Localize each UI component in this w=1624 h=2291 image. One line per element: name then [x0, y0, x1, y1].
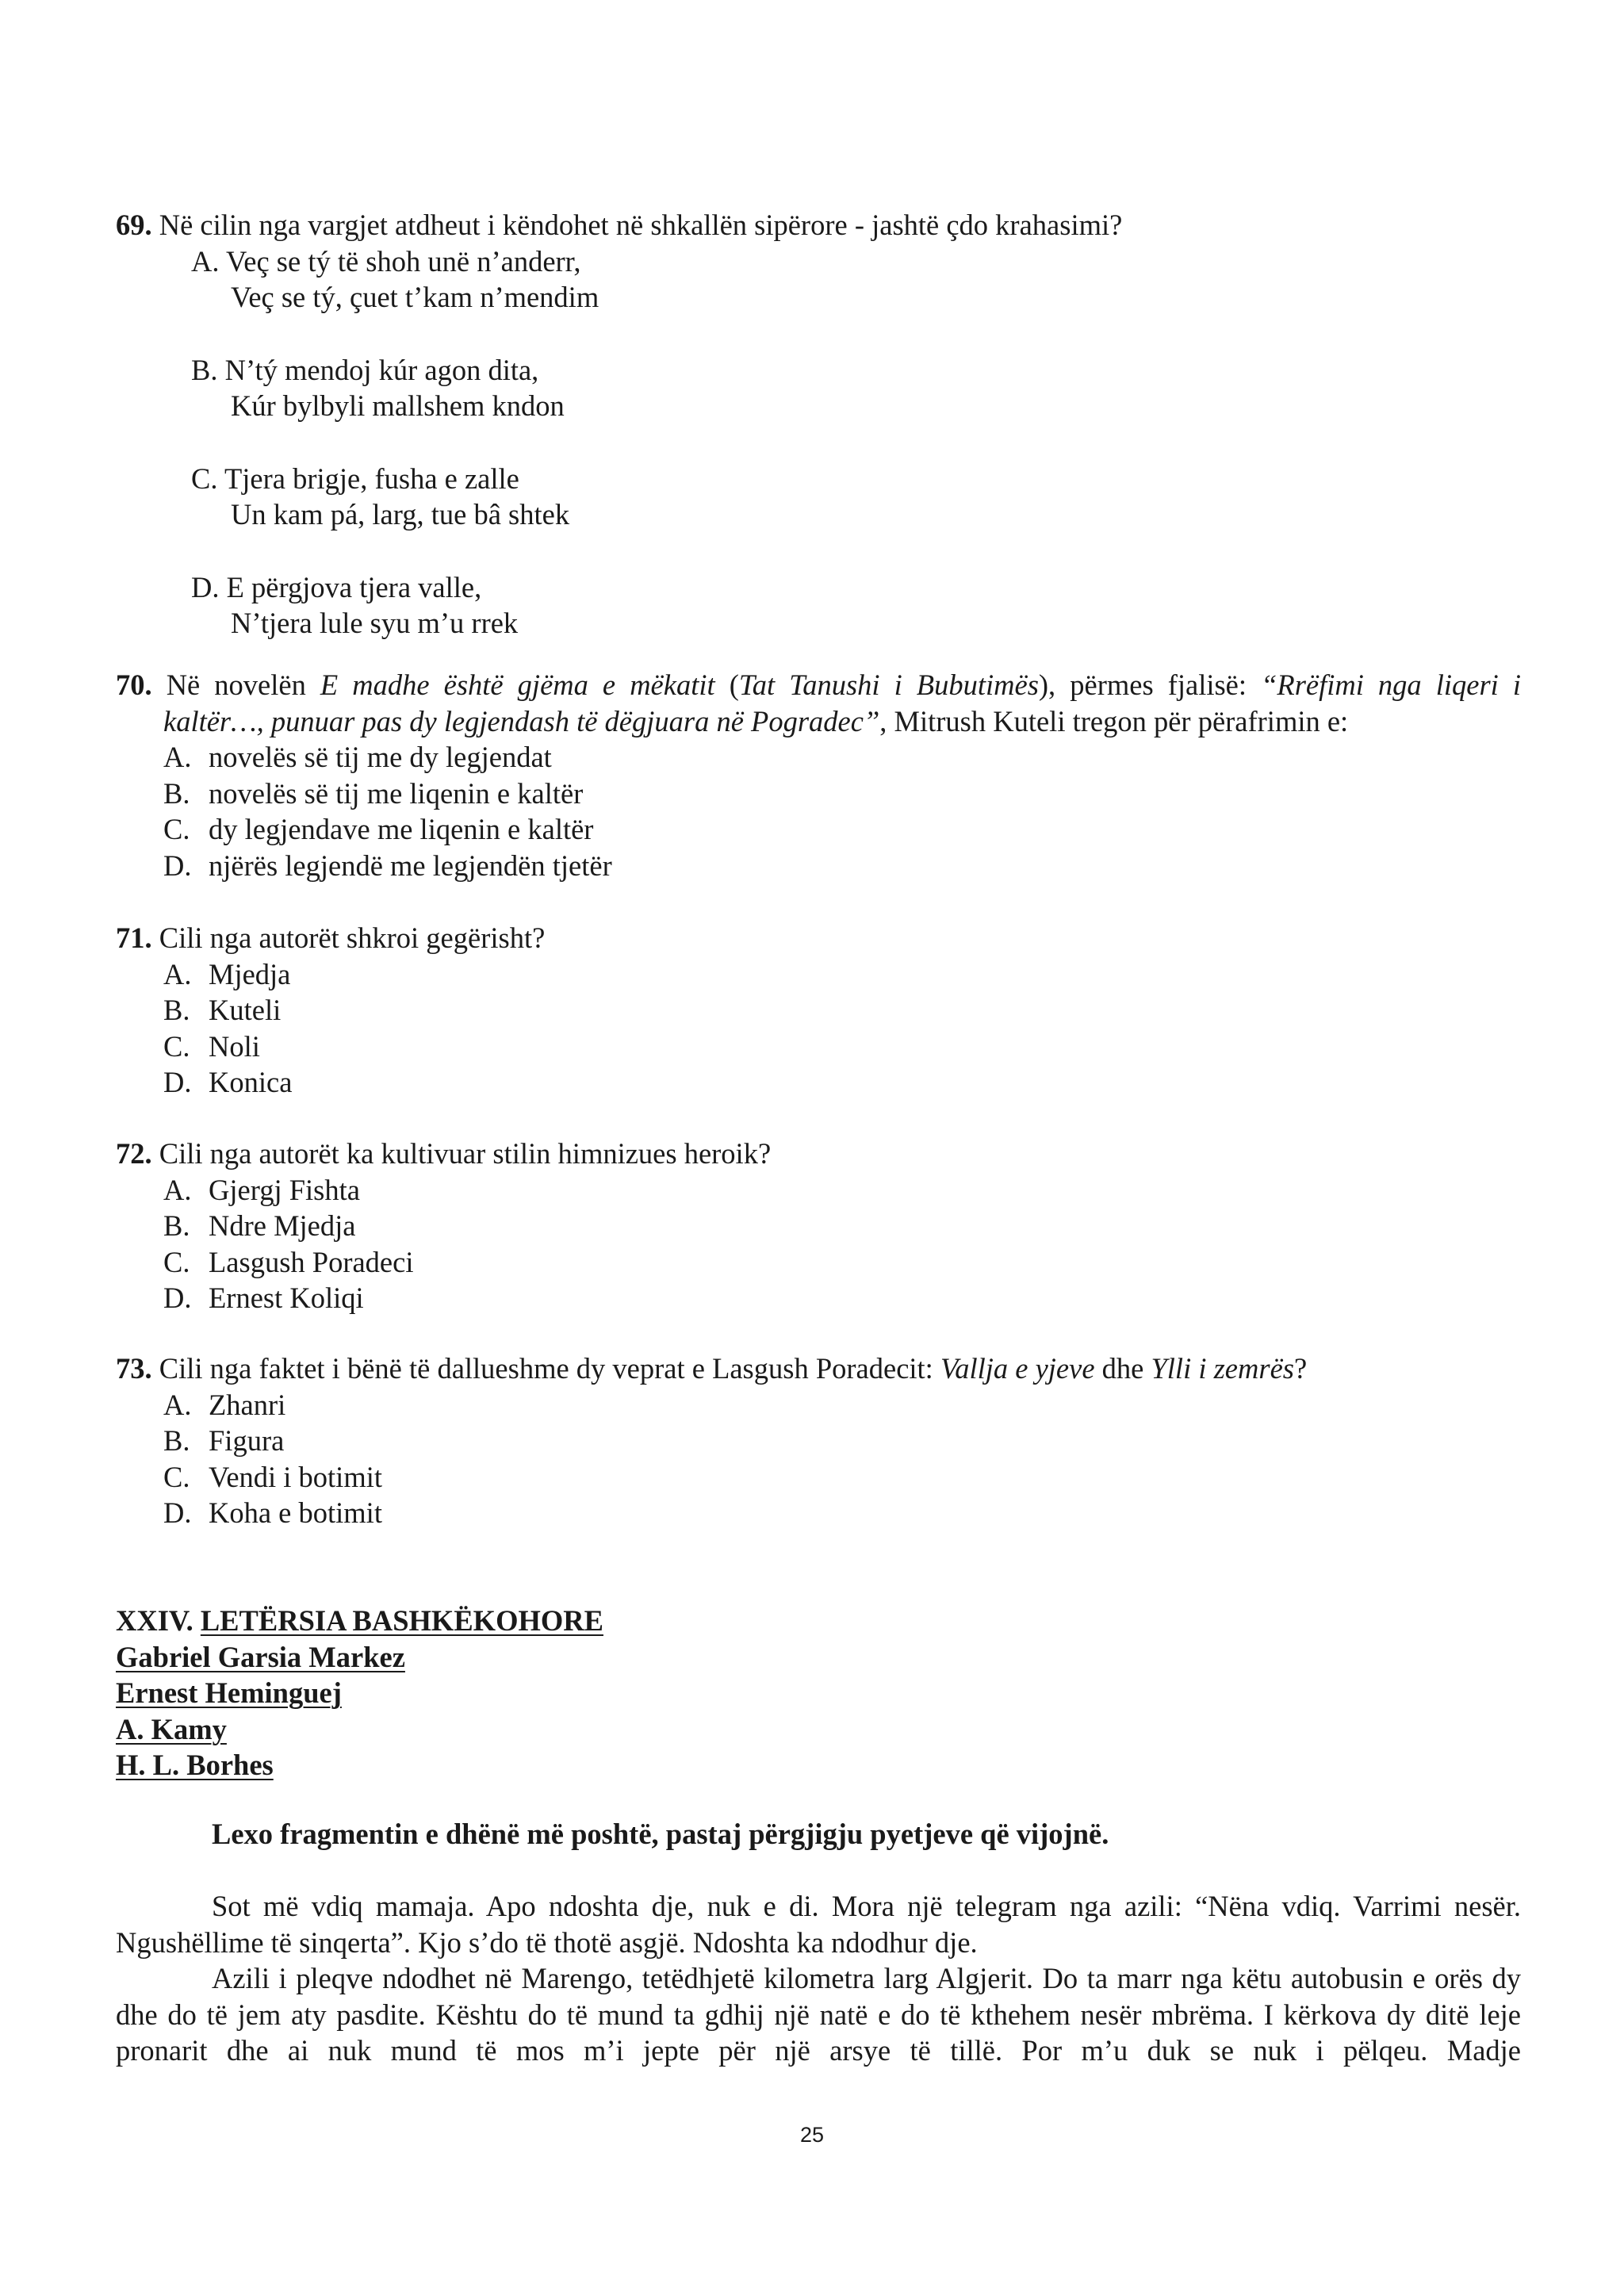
option-letter: D.	[163, 1496, 192, 1529]
question-text: Cili nga autorët shkroi gegërisht?	[159, 921, 546, 954]
quotation: kaltër…, punuar pas dy legjendash të dëgjuara në Pogradec”	[163, 704, 880, 737]
reading-passage	[116, 1888, 1521, 2069]
option-letter: B.	[191, 353, 218, 386]
verse-line: Veç se tý të shoh unë n’anderr,	[225, 244, 581, 278]
option-text: dy legjendave me liqenin e kaltër	[209, 813, 594, 845]
question-text: Në novelën	[166, 669, 320, 701]
option-text: Ernest Koliqi	[209, 1282, 364, 1314]
question-72-stem	[116, 1136, 1527, 1172]
author-name: A. Kamy	[116, 1712, 227, 1745]
question-text: dhe	[1094, 1352, 1151, 1385]
question-text: Cili nga autorët ka kultivuar stilin himnizues heroik?	[159, 1137, 772, 1170]
page-number: 25	[799, 2123, 825, 2147]
answer-options	[163, 1387, 1527, 1531]
option-letter: C.	[191, 462, 218, 495]
option-letter: D.	[163, 1066, 192, 1098]
option-letter: D.	[191, 570, 220, 603]
question-number: 69.	[116, 209, 152, 241]
section-title	[116, 1603, 603, 1639]
option-letter: D.	[163, 849, 192, 882]
question-number: 73.	[116, 1352, 152, 1385]
question-70-stem	[116, 667, 1521, 703]
author-name: H. L. Borhes	[116, 1749, 274, 1781]
question-text: , Mitrush Kuteli tregon për përafrimin e:	[879, 704, 1349, 737]
question-text: ?	[1293, 1352, 1308, 1385]
option-text: novelës së tij me dy legjendat	[209, 741, 552, 773]
question-number: 71.	[116, 921, 152, 954]
option-d	[191, 569, 1527, 642]
question-70-stem-cont	[116, 703, 1527, 740]
question-73	[116, 1350, 1527, 1531]
option-letter: A.	[163, 957, 192, 990]
option-b	[191, 352, 1527, 424]
option-a[interactable]	[163, 739, 1527, 776]
question-69-stem	[116, 207, 1527, 243]
question-text: ), përmes fjalisë:	[1038, 669, 1262, 701]
option-text: Mjedja	[209, 957, 291, 990]
verse-line: Kúr bylbyli mallshem kndon	[231, 389, 565, 422]
option-b[interactable]	[163, 992, 1527, 1029]
option-text: Kuteli	[209, 994, 282, 1026]
reading-instruction: Lexo fragmentin e dhënë më poshtë, pastaj përgjigju pyetjeve që vijojnë.	[212, 1818, 1109, 1850]
passage-paragraph: Sot më vdiq mamaja. Apo ndoshta dje, nuk e di. Mora një telegram nga azili: “Nëna vdiq. Varrimi nesër. Ngushëllime të sinqerta”. Kjo s’do të thotë asgjë. Ndoshta ka ndodhur dje.	[116, 1890, 1521, 1959]
option-text: Konica	[209, 1066, 293, 1098]
option-text: Noli	[209, 1029, 260, 1063]
verse-line: Veç se tý, çuet t’kam n’mendim	[231, 281, 599, 313]
answer-options	[163, 739, 1527, 883]
author-name: Gabriel Garsia Markez	[116, 1640, 405, 1673]
section-numeral: XXIV.	[116, 1604, 193, 1637]
question-71	[116, 920, 1527, 1101]
work-title: Tat Tanushi i Bubutimës	[738, 669, 1039, 701]
option-letter: B.	[163, 1424, 190, 1457]
verse-line: Tjera brigje, fusha e zalle	[224, 462, 519, 495]
option-b[interactable]	[163, 776, 1527, 812]
option-d[interactable]	[163, 1495, 1527, 1531]
quotation: “Rrëfimi nga liqeri i	[1261, 669, 1522, 701]
option-text: Gjergj Fishta	[209, 1173, 360, 1206]
option-letter: D.	[163, 1282, 192, 1314]
question-text: Cili nga faktet i bënë të dallueshme dy veprat e Lasgush Poradecit:	[159, 1352, 940, 1385]
answer-options	[191, 243, 1527, 642]
option-text: Figura	[209, 1424, 285, 1457]
option-a[interactable]	[163, 1387, 1527, 1423]
question-number: 70.	[116, 669, 152, 701]
option-letter: C.	[163, 1029, 190, 1063]
option-d[interactable]	[163, 1280, 1527, 1316]
question-text: (	[714, 669, 739, 701]
question-70	[116, 667, 1527, 883]
question-73-stem	[116, 1350, 1527, 1387]
answer-options	[163, 956, 1527, 1101]
question-text: Në cilin nga vargjet atdheut i këndohet në shkallën sipërore - jashtë çdo krahasimi?	[159, 209, 1123, 241]
option-letter: C.	[163, 1245, 190, 1278]
option-text: Ndre Mjedja	[209, 1209, 356, 1242]
question-72	[116, 1136, 1527, 1316]
option-letter: A.	[163, 741, 192, 773]
option-c[interactable]	[163, 1029, 1527, 1065]
option-letter: B.	[163, 1209, 190, 1242]
option-text: Lasgush Poradeci	[209, 1245, 414, 1278]
verse-line: Un kam pá, larg, tue bâ shtek	[231, 498, 570, 531]
work-title: E madhe është gjëma e mëkatit	[320, 669, 715, 701]
option-c[interactable]	[163, 1244, 1527, 1281]
option-text: Vendi i botimit	[209, 1460, 382, 1493]
option-d[interactable]	[163, 1064, 1527, 1101]
option-text: njërës legjendë me legjendën tjetër	[209, 849, 612, 882]
verse-line: N’tý mendoj kúr agon dita,	[224, 353, 539, 386]
option-text: Zhanri	[209, 1388, 286, 1421]
option-b[interactable]	[163, 1208, 1527, 1244]
verse-line: E përgjova tjera valle,	[226, 570, 482, 603]
answer-options	[163, 1172, 1527, 1316]
option-letter: B.	[163, 776, 190, 810]
option-text: Koha e botimit	[209, 1496, 382, 1529]
option-letter: B.	[163, 994, 190, 1026]
option-letter: C.	[163, 813, 190, 845]
verse-line: N’tjera lule syu m’u rrek	[231, 607, 519, 639]
option-letter: A.	[163, 1388, 192, 1421]
option-d[interactable]	[163, 848, 1527, 884]
option-text: novelës së tij me liqenin e kaltër	[209, 776, 584, 810]
work-title: Ylli i zemrës	[1151, 1352, 1294, 1385]
section-heading	[116, 1603, 603, 1783]
option-a[interactable]	[163, 956, 1527, 993]
passage-paragraph: Azili i pleqve ndodhet në Marengo, tetëdhjetë kilometra larg Algjerit. Do ta marr nga këtu autobusin e orës dy dhe do të jem aty pasdite. Kështu do të mund ta gdhij një natë e do të kthehem nesër mbrëma. I kërkova dy ditë leje pronarit dhe ai nuk mund të mos m’i jepte për një arsye të tillë. Por m’u duk se nuk i pëlqeu. Madje	[116, 1962, 1521, 2067]
work-title: Vallja e yjeve	[940, 1352, 1095, 1385]
option-letter: A.	[163, 1173, 192, 1206]
author-name: Ernest Heminguej	[116, 1676, 342, 1709]
option-letter: A.	[191, 244, 220, 278]
question-number: 72.	[116, 1137, 152, 1170]
question-71-stem	[116, 920, 1527, 956]
option-c[interactable]	[163, 811, 1527, 848]
option-c	[191, 461, 1527, 533]
question-69	[116, 207, 1527, 642]
option-letter: C.	[163, 1460, 190, 1493]
option-b[interactable]	[163, 1423, 1527, 1459]
option-a	[191, 243, 1527, 316]
option-c[interactable]	[163, 1459, 1527, 1496]
section-title-text: LETËRSIA BASHKËKOHORE	[200, 1604, 603, 1637]
option-a[interactable]	[163, 1172, 1527, 1209]
